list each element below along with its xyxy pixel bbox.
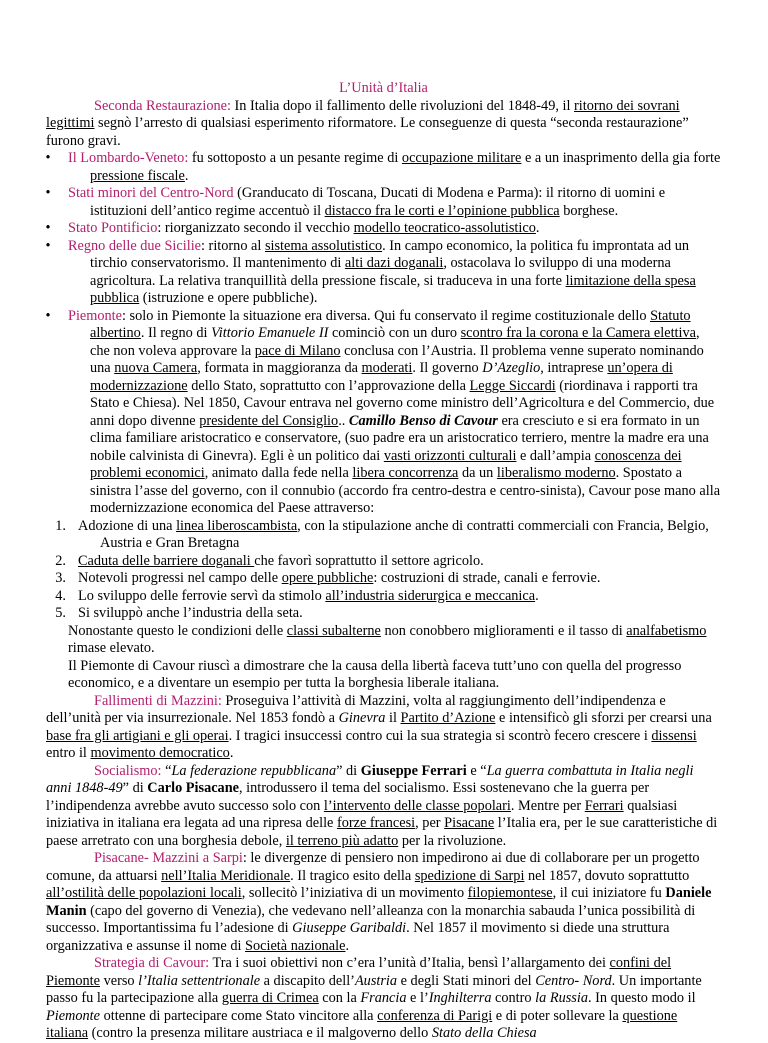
text: , formata in maggioranza da	[197, 360, 362, 376]
text: cominciò con un duro	[328, 325, 461, 341]
text: Adozione di una	[78, 517, 177, 534]
text: dello Stato, soprattutto con l’approvazione della	[187, 377, 470, 394]
text: e l’	[406, 990, 429, 1006]
underlined-text: conferenza di Parigi	[377, 1007, 493, 1024]
list-number: 1.	[55, 517, 66, 534]
underlined-text: nuova Camera	[114, 360, 198, 376]
text: .	[184, 167, 189, 184]
text: : ritorno al	[201, 237, 265, 254]
document-body	[46, 80, 721, 1043]
text: , intraprese	[540, 360, 608, 376]
italic-text: Stato della Chiesa	[431, 1025, 537, 1041]
text: . Un importante passo fu la partecipazione alla	[46, 972, 702, 1006]
section-heading: Piemonte	[68, 307, 123, 324]
text: e di poter sollevare la	[492, 1007, 623, 1024]
underlined-text: l’intervento delle classe popolari	[323, 797, 511, 814]
numbered-list-item	[46, 518, 721, 553]
text: : le divergenze di pensiero non impedirono ai due di collaborare per un progetto comune, da attuarsi	[46, 850, 700, 884]
text: verso	[100, 972, 139, 989]
text: . In questo modo il	[587, 990, 696, 1006]
document-title: L’Unità d’Italia	[339, 80, 428, 96]
text: a discapito dell’	[260, 972, 355, 989]
text: che favorì soprattutto il settore agricolo.	[254, 552, 484, 569]
bullet-item-piemonte	[46, 308, 721, 518]
underlined-text: modello teocratico-assolutistico	[353, 220, 536, 236]
italic-text: La federazione repubblicana	[171, 762, 337, 779]
text: .	[229, 745, 234, 761]
underlined-text: filopiemontese	[467, 885, 553, 901]
italic-text: Piemonte	[46, 1007, 100, 1024]
numbered-list-item	[46, 570, 721, 588]
underlined-text: conoscenza dei problemi economici	[90, 447, 682, 481]
text: . Nel 1857 il movimento si diede una struttura organizzativa e assunse il nome di	[46, 920, 670, 954]
underlined-text: base fra gli artigiani e gli operai	[46, 727, 229, 744]
underlined-text: all’industria siderurgica e meccanica	[325, 587, 536, 604]
text: il	[385, 710, 401, 726]
text: non conobbero miglioramenti e il tasso di	[380, 622, 627, 639]
text: per la rivoluzione.	[398, 832, 507, 849]
paragraph-condizioni	[46, 623, 721, 658]
bold-italic-text: Camillo Benso di Cavour	[348, 412, 498, 429]
numbered-list-item	[46, 588, 721, 606]
italic-text: Inghilterra	[428, 990, 492, 1006]
underlined-text: Legge Siccardi	[469, 377, 556, 394]
text: con la	[318, 990, 361, 1006]
text: . Il regno di	[140, 325, 212, 341]
bullet-icon: •	[45, 307, 51, 324]
text: conclusa con l’Austria. Il problema venne superato nominando una	[90, 342, 704, 376]
bold-text: Carlo Pisacane	[147, 780, 240, 796]
text: . I tragici insuccessi contro cui la sua strategia si scontrò fecero crescere i	[228, 727, 652, 744]
section-heading: Stato Pontificio	[68, 220, 158, 236]
text: era cresciuto e si era formato in un clima familiare aristocratico e conservatore, (suo padre era un aristocratico terriero, mentre la madre era una nobile calvinista di Ginevra). Egli è un politico dai	[90, 412, 709, 464]
text: ..	[338, 412, 349, 429]
numbered-list-item	[46, 605, 721, 623]
text: e degli Stati minori del	[397, 972, 536, 989]
italic-text: la Russia	[535, 990, 588, 1006]
text: , animato dalla fede nella	[204, 465, 353, 481]
paragraph-seconda-restaurazione	[46, 98, 721, 151]
bold-text: Giuseppe Ferrari	[360, 762, 467, 779]
underlined-text: movimento democratico	[90, 745, 230, 761]
paragraph-pisacane-mazzini	[46, 850, 721, 955]
underlined-text: libera concorrenza	[352, 465, 459, 481]
underlined-text: limitazione della spesa pubblica	[90, 272, 696, 306]
underlined-text: Statuto albertino	[90, 307, 691, 341]
text: (capo del governo di Venezia), che vedevano nell’alleanza con la monarchia sabauda l’unica possibilità di successo. Importantissima fu l’adesione di	[46, 902, 696, 936]
bullet-icon: •	[45, 220, 51, 236]
text: (istruzione e opere pubbliche).	[139, 290, 318, 306]
text: . In campo economico, la politica fu improntata ad un tirchio conservatorismo. Il mantenimento di	[90, 237, 689, 271]
text: entro il	[46, 745, 91, 761]
underlined-text: opere pubbliche	[281, 570, 374, 586]
text: borghese.	[559, 202, 619, 219]
text: e a un inasprimento della gia forte	[521, 150, 721, 166]
text: l’Italia era, per le sue caratteristiche di paese arretrato con una borghesia debole,	[46, 815, 718, 849]
text: . Il governo	[412, 360, 483, 376]
text: qualsiasi iniziativa in italiana era legata ad una ripresa delle	[46, 797, 678, 831]
bullet-icon: •	[45, 185, 51, 201]
bullet-item-lombardo-veneto	[46, 150, 721, 185]
italic-text: Austria	[354, 972, 398, 989]
text: ” di	[122, 780, 148, 796]
paragraph-strategia-cavour	[46, 955, 721, 1043]
underlined-text: ritorno dei sovrani legittimi	[46, 97, 680, 131]
text: Notevoli progressi nel campo delle	[78, 570, 282, 586]
text: segnò l’arresto di qualsiasi esperimento riformatore. Le conseguenze di questa “seconda restaurazione” furono gravi.	[46, 115, 689, 149]
underlined-text: un’opera di modernizzazione	[90, 360, 673, 394]
list-number: 4.	[55, 587, 66, 604]
text: . Mentre per	[510, 797, 585, 814]
text: .	[535, 587, 539, 604]
paragraph-piemonte-cavour: Il Piemonte di Cavour riuscì a dimostrare che la causa della libertà faceva tutt’uno con quella del progresso economico, e a diventare un esempio per tutta la borghesia liberale italiana.	[68, 657, 682, 691]
underlined-text: pace di Milano	[254, 342, 341, 359]
italic-text: Giuseppe Garibaldi	[292, 920, 407, 936]
italic-text: Centro- Nord	[535, 972, 612, 989]
text: Nonostante questo le condizioni delle	[68, 622, 287, 639]
underlined-text: spedizione di Sarpi	[414, 867, 525, 884]
bold-text: Daniele Manin	[46, 885, 712, 919]
text: Proseguiva l’attività di Mazzini, volta al raggiungimento dell’indipendenza e dell’unità per via insurrezionale. Nel 1853 fondò a	[46, 692, 666, 726]
text: fu sottoposto a un pesante regime di	[188, 150, 402, 166]
underlined-text: forze francesi	[336, 815, 416, 831]
underlined-text: questione italiana	[46, 1007, 678, 1041]
underlined-text: Caduta delle barriere doganali	[78, 552, 255, 569]
underlined-text: guerra di Crimea	[221, 990, 319, 1006]
underlined-text: analfabetismo	[626, 622, 707, 639]
underlined-text: Partito d’Azione	[400, 710, 496, 726]
underlined-text: liberalismo moderno	[496, 465, 616, 481]
list-number: 2.	[55, 552, 66, 569]
text: ” di	[336, 762, 361, 779]
paragraph-socialismo	[46, 763, 721, 851]
underlined-text: confini del Piemonte	[46, 955, 672, 989]
bullet-icon: •	[45, 150, 51, 166]
underlined-text: scontro fra la corona e la Camera elettiva	[460, 325, 696, 341]
text: (riordinava i rapporti tra Stato e Chiesa). Nel 1850, Cavour entrava nel governo come ministro dell’Agricoltura e del Commercio, due anni dopo divenne	[90, 377, 715, 429]
underlined-text: alti dazi doganali	[344, 255, 444, 271]
text: . Spostato a sinistra l’asse del governo, con il connubio (accordo fra centro-destra e centro-sinista), Cavour pose mano alla modernizzazione economica del Paese attraverso:	[90, 465, 721, 516]
italic-text: l’Italia settentrionale	[138, 972, 261, 989]
list-number: 3.	[55, 570, 66, 586]
section-heading: Strategia di Cavour:	[94, 955, 210, 971]
underlined-text: distacco fra le corti e l’opinione pubblica	[324, 202, 560, 219]
text: ottenne di partecipare come Stato vincitore alla	[100, 1007, 378, 1024]
underlined-text: Pisacane	[444, 815, 495, 831]
text: , introdussero il tema del socialismo. Essi sostenevano che la guerra per l’indipendenza avrebbe avuto successo solo con	[46, 780, 650, 814]
bullet-icon: •	[45, 237, 51, 254]
text: , per	[415, 815, 445, 831]
text: In Italia dopo il fallimento delle rivoluzioni del 1848-49, il	[230, 97, 575, 114]
text: , con la stipulazione anche di contratti commerciali con Francia, Belgio, Austria e Gran Bretagna	[100, 517, 709, 551]
italic-text: Francia	[360, 990, 407, 1006]
text: Tra i suoi obiettivi non c’era l’unità d’Italia, bensì l’allargamento dei	[209, 955, 610, 971]
text: : riorganizzato secondo il vecchio	[157, 220, 354, 236]
text: Lo sviluppo delle ferrovie servì da stimolo	[78, 587, 326, 604]
text: , ostacolava lo sviluppo di una moderna agricoltura. La relativa tranquillità della pressione fiscale, si traduceva in una forte	[90, 255, 671, 289]
underlined-text: Società nazionale	[245, 937, 346, 954]
bullet-item-stato-pontificio	[46, 220, 721, 238]
text: e “	[466, 762, 487, 779]
text: , che non voleva approvare la	[90, 325, 700, 359]
underlined-text: vasti orizzonti culturali	[383, 447, 517, 464]
numbered-list-item	[46, 553, 721, 571]
underlined-text: il terreno più adatto	[285, 832, 399, 849]
text: rimase elevato.	[68, 640, 155, 656]
text: “	[161, 762, 172, 779]
text: contro	[491, 990, 536, 1006]
section-heading: Stati minori del Centro-Nord	[68, 185, 234, 201]
text: . Il tragico esito della	[290, 867, 415, 884]
section-heading: Seconda Restaurazione:	[94, 97, 231, 114]
text: , sollecitò l’iniziativa di un movimento	[241, 885, 468, 901]
underlined-text: dissensi	[651, 727, 697, 744]
text: Si sviluppò anche l’industria della seta.	[78, 605, 303, 621]
underlined-text: Ferrari	[584, 797, 624, 814]
italic-text: D’Azeglio	[482, 360, 541, 376]
underlined-text: classi subalterne	[286, 622, 381, 639]
underlined-text: occupazione militare	[401, 150, 522, 166]
text: (contro la presenza militare austriaca e il malgoverno dello	[88, 1025, 432, 1041]
underlined-text: moderati	[361, 360, 413, 376]
italic-text: La guerra combattuta in Italia negli anni 1848-49	[46, 762, 694, 796]
text: : costruzioni di strade, canali e ferrovie.	[373, 570, 601, 586]
list-number: 5.	[55, 605, 66, 621]
underlined-text: sistema assolutistico	[264, 237, 383, 254]
section-heading: Socialismo:	[94, 762, 162, 779]
italic-text: Ginevra	[338, 710, 386, 726]
italic-text: Vittorio Emanuele II	[211, 325, 329, 341]
text: , il cui iniziatore fu	[552, 885, 666, 901]
text: (Granducato di Toscana, Ducati di Modena e Parma): il ritorno di uomini e istituzioni dell’antico regime accentuò il	[90, 185, 666, 219]
section-heading: Il Lombardo-Veneto:	[68, 150, 189, 166]
underlined-text: pressione fiscale	[90, 167, 185, 184]
paragraph-fallimenti-mazzini	[46, 693, 721, 763]
underlined-text: linea liberoscambista	[176, 517, 298, 534]
bullet-item-stati-minori	[46, 185, 721, 220]
bullet-item-due-sicilie	[46, 238, 721, 308]
section-heading: Fallimenti di Mazzini:	[94, 692, 222, 709]
text: : solo in Piemonte la situazione era diversa. Qui fu conservato il regime costituzionale dello	[122, 307, 651, 324]
text: .	[345, 937, 350, 954]
text: nel 1857, dovuto soprattutto	[524, 867, 690, 884]
underlined-text: nell’Italia Meridionale	[161, 867, 291, 884]
text: da un	[458, 465, 497, 481]
underlined-text: all’ostilità delle popolazioni locali	[46, 885, 242, 901]
text: e intensificò gli sforzi per crearsi una	[495, 710, 712, 726]
text: .	[535, 220, 540, 236]
section-heading: Regno delle due Sicilie	[68, 237, 202, 254]
underlined-text: presidente del Consiglio	[199, 412, 339, 429]
text: e dall’ampia	[516, 447, 595, 464]
section-heading: Pisacane- Mazzini a Sarpi	[94, 850, 243, 866]
